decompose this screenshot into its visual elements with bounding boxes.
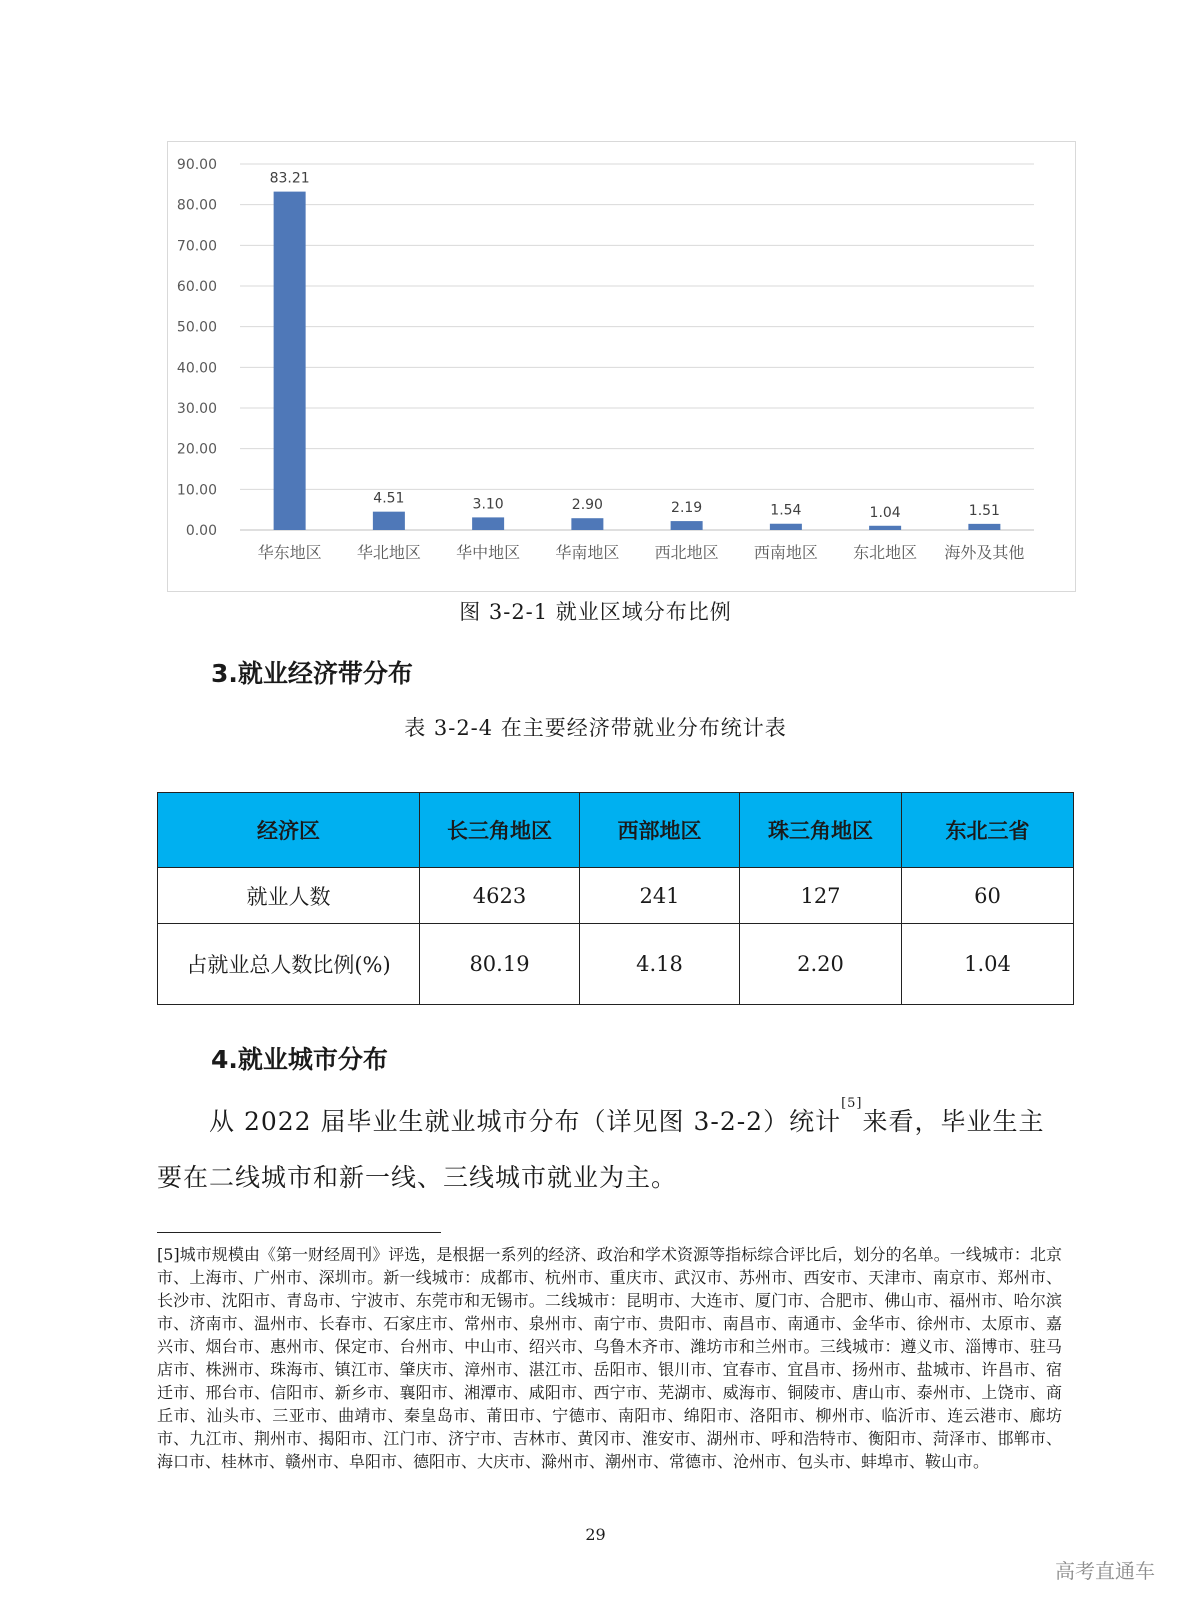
table-caption: 表 3-2-4 在主要经济带就业分布统计表: [404, 716, 787, 740]
table-header-cell: 珠三角地区: [740, 793, 902, 868]
body-paragraph: [157, 1094, 1057, 1206]
y-tick-label: 70.00: [176, 238, 217, 255]
y-tick-label: 30.00: [176, 401, 217, 417]
data-label: 83.21: [269, 170, 310, 187]
bar: [571, 518, 603, 530]
y-tick-label: 80.00: [176, 197, 217, 214]
table-cell: 占就业总人数比例(%): [158, 924, 420, 1005]
paragraph-text: 来看，毕业生主要在二线城市和新一线、三线城市就业为主。: [157, 1107, 1045, 1192]
footnote: [5]城市规模由《第一财经周刊》评选，是根据一系列的经济、政治和学术资源等指标综合评比后，划分的名单。一线城市：北京市、上海市、广州市、深圳市。新一线城市：成都市、杭州市、重庆市、武汉市、苏州市、西安市、天津市、南京市、郑州市、长沙市、沈阳市、青岛市、宁波市、东莞市和无锡市。二线城市：昆明市、大连市、厦门市、合肥市、佛山市、福州市、哈尔滨市、济南市、温州市、长春市、石家庄市、常州市、泉州市、南宁市、贵阳市、南昌市、南通市、金华市、徐州市、太原市、嘉兴市、烟台市、惠州市、保定市、台州市、中山市、绍兴市、乌鲁木齐市、潍坊市和兰州市。三线城市：遵义市、淄博市、驻马店市、株洲市、珠海市、镇江市、肇庆市、漳州市、湛江市、岳阳市、银川市、宜春市、宜昌市、扬州市、盐城市、许昌市、宿迁市、邢台市、信阳市、新乡市、襄阳市、湘潭市、咸阳市、西宁市、芜湖市、威海市、铜陵市、唐山市、泰州市、上饶市、商丘市、汕头市、三亚市、曲靖市、秦皇岛市、莆田市、宁德市、南阳市、绵阳市、洛阳市、柳州市、临沂市、连云港市、廊坊市、九江市、荆州市、揭阳市、江门市、济宁市、吉林市、黄冈市、淮安市、湖州市、呼和浩特市、衡阳市、菏泽市、邯郸市、海口市、桂林市、赣州市、阜阳市、德阳市、大庆市、滁州市、潮州市、常德市、沧州市、包头市、蚌埠市、鞍山市。: [157, 1245, 1062, 1471]
footnote-reference[interactable]: [5]: [841, 1096, 863, 1111]
section4-heading: 4.就业城市分布: [211, 1045, 388, 1074]
x-tick-label: 海外及其他: [944, 543, 1025, 562]
table-cell: 1.04: [902, 924, 1074, 1005]
watermark: 高考直通车: [1055, 1559, 1155, 1583]
y-tick-label: 90.00: [176, 157, 217, 173]
table-cell: 80.19: [420, 924, 580, 1005]
x-tick-label: 东北地区: [853, 543, 918, 562]
table-header-cell: 东北三省: [902, 793, 1074, 868]
x-tick-label: 华北地区: [356, 543, 421, 562]
data-label: 1.51: [968, 502, 1000, 519]
section3-heading: 3.就业经济带分布: [211, 659, 413, 688]
bar: [770, 524, 802, 530]
table-row: [158, 924, 1074, 1005]
figure-caption: 图 3-2-1 就业区域分布比例: [459, 600, 732, 624]
economic-zone-table: [157, 792, 1074, 1005]
table-cell: 就业人数: [158, 868, 420, 924]
bar: [373, 512, 405, 530]
table-cell: 241: [580, 868, 740, 924]
region-bar-chart: [168, 142, 1077, 593]
bar: [472, 517, 504, 530]
y-tick-label: 20.00: [176, 441, 217, 458]
data-label: 3.10: [472, 496, 504, 513]
data-label: 1.04: [869, 504, 901, 521]
x-tick-label: 华东地区: [257, 543, 322, 562]
y-tick-label: 10.00: [176, 482, 217, 499]
table-cell: 4.18: [580, 924, 740, 1005]
table-header-row: [158, 793, 1074, 868]
y-tick-label: 0.00: [185, 523, 217, 539]
table-cell: 2.20: [740, 924, 902, 1005]
footnote-divider: [157, 1232, 441, 1233]
bar: [869, 526, 901, 530]
data-label: 2.19: [671, 500, 703, 517]
data-label: 4.51: [373, 490, 405, 507]
table-header-cell: 长三角地区: [420, 793, 580, 868]
y-tick-label: 40.00: [176, 360, 217, 377]
bar: [968, 524, 1000, 530]
table-cell: 127: [740, 868, 902, 924]
table-header-cell: 经济区: [158, 793, 420, 868]
data-label: 2.90: [571, 497, 603, 514]
y-tick-label: 60.00: [176, 279, 217, 295]
table-cell: 60: [902, 868, 1074, 924]
x-tick-label: 西北地区: [654, 543, 719, 562]
bar: [274, 192, 306, 530]
region-distribution-chart: [167, 141, 1076, 592]
bar: [671, 521, 703, 530]
table-cell: 4623: [420, 868, 580, 924]
x-tick-label: 西南地区: [753, 543, 818, 562]
y-tick-label: 50.00: [176, 319, 217, 336]
x-tick-label: 华中地区: [456, 543, 521, 562]
table-header-cell: 西部地区: [580, 793, 740, 868]
page-number: 29: [585, 1525, 606, 1544]
data-label: 1.54: [770, 502, 802, 519]
x-tick-label: 华南地区: [555, 543, 620, 562]
table-row: [158, 868, 1074, 924]
paragraph-text: 从 2022 届毕业生就业城市分布（详见图 3-2-2）统计: [209, 1107, 842, 1136]
